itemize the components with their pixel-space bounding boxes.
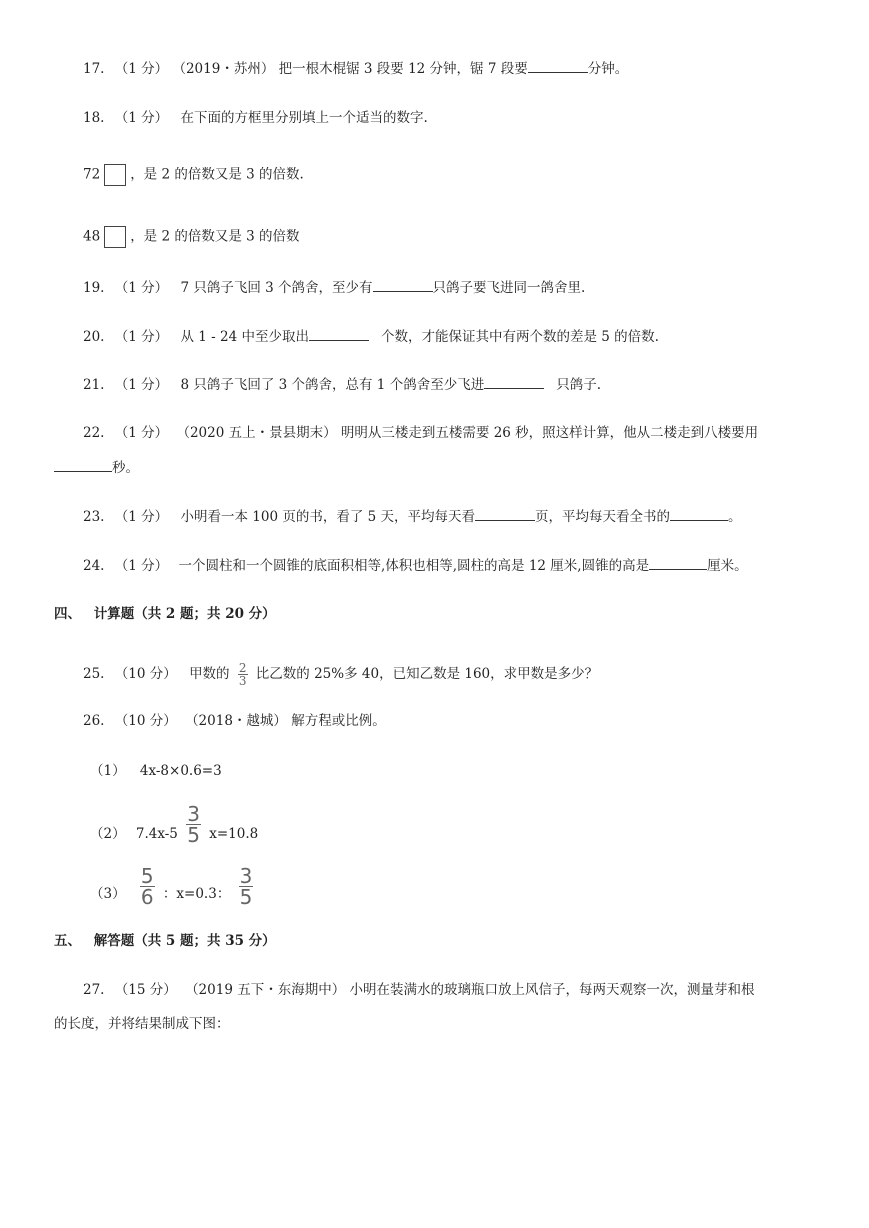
question-score: （1 分） bbox=[114, 61, 169, 77]
fraction-numerator: 5 bbox=[140, 864, 154, 888]
question-22 bbox=[83, 423, 758, 443]
question-score: （1 分） bbox=[114, 425, 169, 441]
question-26 bbox=[83, 711, 386, 731]
question-20 bbox=[83, 326, 659, 347]
question-number: 20. bbox=[83, 329, 105, 345]
question-score: （1 分） bbox=[114, 110, 169, 126]
question-number: 24. bbox=[83, 558, 105, 574]
section-heading-4 bbox=[54, 604, 276, 624]
question-27 bbox=[83, 980, 755, 1000]
question-score: （1 分） bbox=[114, 558, 169, 574]
fraction-denominator: 3 bbox=[238, 674, 247, 688]
section-label: 四、 bbox=[54, 606, 81, 622]
question-score: （1 分） bbox=[114, 329, 169, 345]
equation: 7.4x-5 bbox=[135, 826, 178, 842]
question-text: 只鸽子要飞进同一鸽舍里. bbox=[432, 280, 586, 296]
section-title: 计算题（共 2 题；共 20 分） bbox=[93, 606, 276, 622]
equation: 4x-8×0.6=3 bbox=[139, 763, 222, 779]
question-18-item-2 bbox=[83, 226, 300, 248]
question-score: （10 分） bbox=[114, 666, 177, 682]
question-number: 27. bbox=[83, 982, 105, 998]
fraction-denominator: 5 bbox=[239, 885, 253, 909]
answer-blank[interactable] bbox=[54, 457, 112, 472]
fraction-numerator: 3 bbox=[239, 864, 253, 888]
question-26-part-1 bbox=[90, 761, 222, 781]
question-22-continued bbox=[54, 457, 139, 478]
fraction bbox=[140, 866, 155, 907]
fraction-denominator: 5 bbox=[187, 823, 200, 847]
question-text: 一个圆柱和一个圆锥的底面积相等,体积也相等,圆柱的高是 12 厘米,圆锥的高是 bbox=[178, 558, 650, 574]
question-source: （2019・苏州） bbox=[172, 61, 275, 77]
question-score: （1 分） bbox=[114, 509, 169, 525]
fraction bbox=[186, 804, 201, 845]
question-text: 小明看一本 100 页的书，看了 5 天，平均每天看 bbox=[180, 509, 475, 525]
answer-blank[interactable] bbox=[309, 326, 369, 341]
question-text: 厘米。 bbox=[707, 558, 748, 574]
question-text: 的长度，并将结果制成下图： bbox=[54, 1016, 230, 1032]
fraction bbox=[239, 866, 254, 907]
part-label: （3） bbox=[90, 886, 126, 902]
question-24 bbox=[83, 555, 748, 576]
answer-box[interactable] bbox=[104, 226, 126, 248]
question-23 bbox=[83, 506, 742, 527]
question-26-part-3 bbox=[90, 864, 257, 915]
question-text: ，是 2 的倍数又是 3 的倍数 bbox=[130, 228, 300, 245]
question-text: 个数，才能保证其中有两个数的差是 5 的倍数. bbox=[380, 329, 659, 345]
question-score: （15 分） bbox=[114, 982, 177, 998]
question-26-part-2 bbox=[90, 802, 259, 855]
question-number: 23. bbox=[83, 509, 105, 525]
number-prefix: 72 bbox=[83, 166, 101, 183]
question-number: 18. bbox=[83, 110, 105, 126]
question-text: 明明从三楼走到五楼需要 26 秒，照这样计算，他从二楼走到八楼要用 bbox=[340, 425, 759, 441]
answer-blank[interactable] bbox=[670, 506, 728, 521]
question-text: 小明在装满水的玻璃瓶口放上风信子，每两天观察一次，测量芽和根 bbox=[349, 982, 755, 998]
fraction bbox=[238, 662, 248, 687]
part-label: （1） bbox=[90, 763, 126, 779]
question-text: 。 bbox=[728, 509, 742, 525]
question-number: 19. bbox=[83, 280, 105, 296]
answer-blank[interactable] bbox=[649, 555, 707, 570]
number-prefix: 48 bbox=[83, 228, 101, 245]
question-number: 21. bbox=[83, 377, 105, 393]
question-score: （1 分） bbox=[114, 280, 169, 296]
question-18 bbox=[83, 108, 428, 128]
question-text: 比乙数的 25%多 40，已知乙数是 160，求甲数是多少？ bbox=[255, 666, 599, 682]
question-text: 甲数的 bbox=[189, 666, 230, 682]
section-heading-5 bbox=[54, 931, 276, 951]
question-number: 22. bbox=[83, 425, 105, 441]
question-text: 在下面的方框里分别填上一个适当的数字. bbox=[180, 110, 428, 126]
question-source: （2020 五上・景县期末） bbox=[176, 425, 337, 441]
question-25 bbox=[83, 662, 598, 687]
fraction-numerator: 3 bbox=[187, 802, 200, 826]
answer-blank[interactable] bbox=[484, 374, 544, 389]
question-text: 把一根木棍锯 3 段要 12 分钟，锯 7 段要 bbox=[278, 61, 528, 77]
equation: x=10.8 bbox=[209, 826, 259, 842]
fraction-numerator: 2 bbox=[238, 661, 247, 675]
question-source: （2019 五下・东海期中） bbox=[185, 982, 346, 998]
question-text: 8 只鸽子飞回了 3 个鸽舍，总有 1 个鸽舍至少飞进 bbox=[180, 377, 485, 393]
question-27-continued bbox=[54, 1014, 230, 1034]
section-label: 五、 bbox=[54, 933, 81, 949]
question-number: 17. bbox=[83, 61, 105, 77]
question-text: ，是 2 的倍数又是 3 的倍数. bbox=[130, 166, 304, 183]
question-number: 26. bbox=[83, 713, 105, 729]
question-text: 分钟。 bbox=[587, 61, 629, 77]
answer-blank[interactable] bbox=[475, 506, 535, 521]
question-score: （10 分） bbox=[114, 713, 177, 729]
question-21 bbox=[83, 374, 601, 395]
question-text: 解方程或比例。 bbox=[291, 713, 386, 729]
question-18-item-1 bbox=[83, 164, 304, 186]
answer-blank[interactable] bbox=[373, 277, 433, 292]
question-text: 从 1 - 24 中至少取出 bbox=[180, 329, 309, 345]
question-score: （1 分） bbox=[114, 377, 169, 393]
question-19 bbox=[83, 277, 585, 298]
question-text: 秒。 bbox=[112, 460, 139, 476]
question-text: 7 只鸽子飞回 3 个鸽舍，至少有 bbox=[180, 280, 373, 296]
question-text: 只鸽子. bbox=[556, 377, 601, 393]
answer-box[interactable] bbox=[104, 164, 126, 186]
question-source: （2018・越城） bbox=[185, 713, 287, 729]
question-text: 页，平均每天看全书的 bbox=[535, 509, 670, 525]
part-label: （2） bbox=[90, 826, 126, 842]
question-17 bbox=[83, 58, 628, 79]
section-title: 解答题（共 5 题；共 35 分） bbox=[93, 933, 276, 949]
equation: ：x=0.3： bbox=[162, 886, 231, 902]
question-number: 25. bbox=[83, 666, 105, 682]
fraction-denominator: 6 bbox=[140, 885, 154, 909]
answer-blank[interactable] bbox=[528, 58, 588, 73]
